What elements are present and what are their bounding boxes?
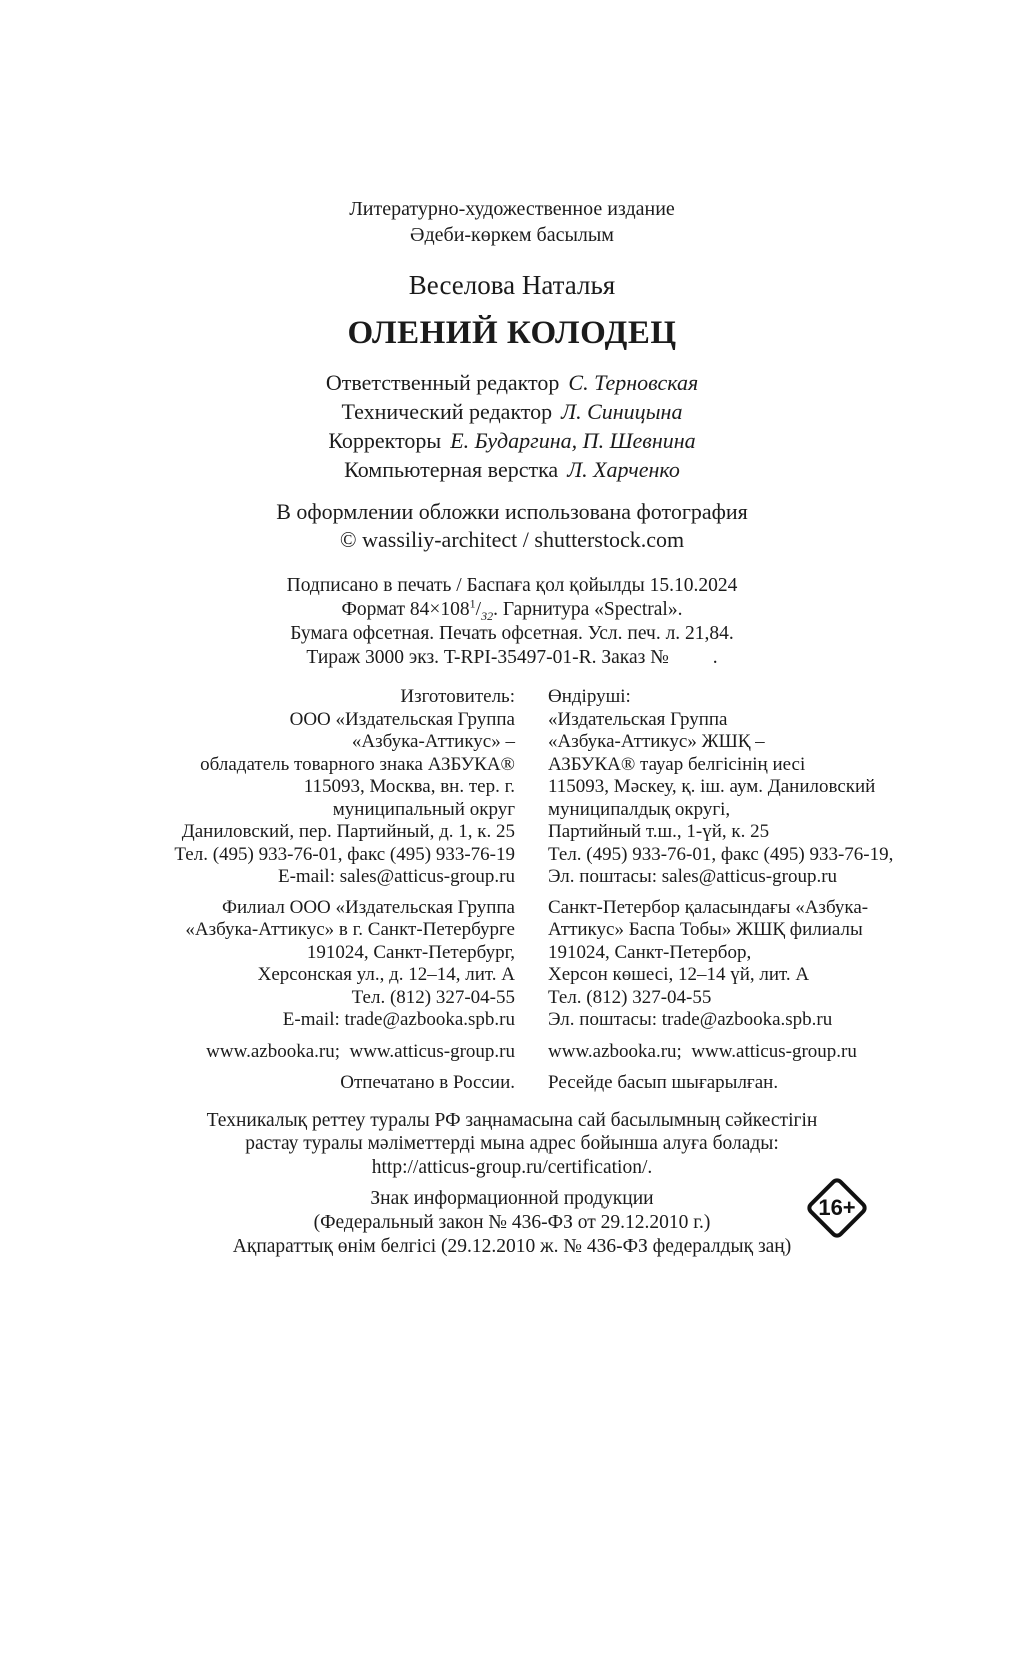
branch-line: Аттикус» Баспа Тобы» ЖШҚ филиалы xyxy=(548,919,863,940)
print-date-line: Подписано в печать / Баспаға қол қойылды 15.10.2024 xyxy=(286,575,738,596)
maker-line: E-mail: sales@atticus-group.ru xyxy=(278,866,515,887)
certification-line: Техникалық реттеу туралы РФ заңнамасына сай басылымның сәйкестігін xyxy=(206,1109,818,1131)
maker-line: обладатель товарного знака АЗБУКА® xyxy=(200,753,515,775)
maker-line: Тел. (495) 933-76-01, факс (495) 933-76-19, xyxy=(548,843,894,865)
maker-block-kz xyxy=(548,686,1017,889)
certification-block xyxy=(7,1109,1017,1180)
publisher-columns xyxy=(7,686,1017,1095)
credit-person: Л. Харченко xyxy=(567,457,680,482)
branch-line: «Азбука-Аттикус» в г. Санкт-Петербурге xyxy=(185,919,515,940)
maker-line: «Издательская Группа xyxy=(548,708,728,730)
branch-line: Филиал ООО «Издательская Группа xyxy=(221,896,515,918)
branch-line: 191024, Санкт-Петербор, xyxy=(548,941,752,963)
certification-line: растау туралы мәліметтерді мына адрес бойынша алуға болады: xyxy=(245,1133,779,1154)
info-sign-line: Знак информационной продукции xyxy=(370,1188,654,1209)
format-slash: / xyxy=(475,599,482,620)
cover-note-copyright: © wassiliy-architect / shutterstock.com xyxy=(339,527,685,552)
credits-block xyxy=(7,368,1017,484)
branch-line: Херсон көшесі, 12–14 үй, лит. А xyxy=(548,964,810,985)
maker-line: муниципалдық округі, xyxy=(548,798,731,820)
maker-line: муниципальный округ xyxy=(332,798,515,820)
certification-url: http://atticus-group.ru/certification/. xyxy=(371,1156,653,1178)
websites-line-ru: www.azbooka.ru; www.atticus-group.ru xyxy=(206,1040,515,1062)
branch-line: Санкт-Петербор қаласындағы «Азбука- xyxy=(548,896,869,918)
maker-line: «Азбука-Аттикус» ЖШҚ – xyxy=(548,731,765,752)
credit-role: Корректоры xyxy=(328,428,442,453)
publisher-column-ru xyxy=(7,686,515,1095)
maker-line: 115093, Москва, вн. тер. г. xyxy=(303,776,515,797)
credit-line xyxy=(7,368,1017,397)
maker-line: АЗБУКА® тауар белгісінің иесі xyxy=(548,753,806,775)
author-name: Веселова Наталья xyxy=(408,270,616,300)
branch-line: Тел. (812) 327-04-55 xyxy=(548,986,712,1008)
maker-block-ru xyxy=(7,686,515,889)
paper-line: Бумага офсетная. Печать офсетная. Усл. печ. л. 21,84. xyxy=(290,623,734,644)
edition-block xyxy=(7,196,1017,248)
websites-line-kz: www.azbooka.ru; www.atticus-group.ru xyxy=(548,1040,857,1062)
branch-line: E-mail: trade@azbooka.spb.ru xyxy=(282,1009,515,1030)
page-title: ОЛЕНИЙ КОЛОДЕЦ xyxy=(347,315,677,351)
branch-line: Тел. (812) 327-04-55 xyxy=(351,986,515,1008)
maker-line: Тел. (495) 933-76-01, факс (495) 933-76-19 xyxy=(174,843,515,865)
maker-line: ООО «Издательская Группа xyxy=(289,708,515,730)
publisher-column-kz xyxy=(548,686,1017,1095)
credit-role: Компьютерная верстка xyxy=(344,457,559,482)
credit-person: Л. Синицына xyxy=(561,399,683,424)
format-suffix: . Гарнитура «Spectral». xyxy=(493,599,683,620)
credit-role: Технический редактор xyxy=(341,399,553,424)
branch-line: 191024, Санкт-Петербург, xyxy=(306,941,515,963)
info-sign-line: (Федеральный закон № 436-ФЗ от 29.12.2010 г.) xyxy=(313,1212,711,1233)
page-content xyxy=(7,0,1017,1259)
credit-role: Ответственный редактор xyxy=(325,370,560,395)
printed-in-line-kz: Ресейде басып шығарылған. xyxy=(548,1072,779,1093)
cover-note-line: В оформлении обложки использована фотография xyxy=(276,499,748,524)
maker-header-ru: Изготовитель: xyxy=(400,686,515,707)
branch-block-kz xyxy=(548,897,1017,1032)
branch-block-ru xyxy=(7,897,515,1032)
format-sub: 32 xyxy=(481,608,494,623)
maker-line: Эл. поштасы: sales@atticus-group.ru xyxy=(548,866,838,887)
printed-in-line-ru: Отпечатано в России. xyxy=(340,1072,515,1093)
maker-line: «Азбука-Аттикус» – xyxy=(351,731,515,752)
credit-line xyxy=(7,426,1017,455)
age-rating-badge xyxy=(805,1176,869,1240)
print-info-block xyxy=(7,574,1017,670)
format-prefix: Формат 84×108 xyxy=(341,599,470,620)
maker-line: Даниловский, пер. Партийный, д. 1, к. 25 xyxy=(181,821,515,842)
credit-line xyxy=(7,455,1017,484)
edition-line-kz: Әдеби-көркем басылым xyxy=(410,224,614,246)
credit-person: Е. Бударгина, П. Шевнина xyxy=(450,428,696,453)
credit-person: С. Терновская xyxy=(568,370,699,395)
cover-photo-note xyxy=(7,498,1017,554)
credit-line xyxy=(7,397,1017,426)
edition-line-ru: Литературно-художественное издание xyxy=(349,198,675,220)
maker-line: Партийный т.ш., 1-үй, к. 25 xyxy=(548,821,770,842)
print-run-line: Тираж 3000 экз. T-RPI-35497-01-R. Заказ № . xyxy=(306,647,718,668)
branch-line: Эл. поштасы: trade@azbooka.spb.ru xyxy=(548,1009,833,1030)
maker-line: 115093, Мәскеу, қ. іш. аум. Даниловский xyxy=(548,776,876,797)
info-sign-line: Ақпараттық өнім белгісі (29.12.2010 ж. № 436-ФЗ федералдық заң) xyxy=(232,1236,792,1257)
branch-line: Херсонская ул., д. 12–14, лит. А xyxy=(257,964,515,985)
maker-header-kz: Өндіруші: xyxy=(548,686,631,707)
format-sup: 1 xyxy=(469,596,476,611)
age-badge-label: 16+ xyxy=(818,1195,856,1220)
format-line xyxy=(7,598,1017,622)
